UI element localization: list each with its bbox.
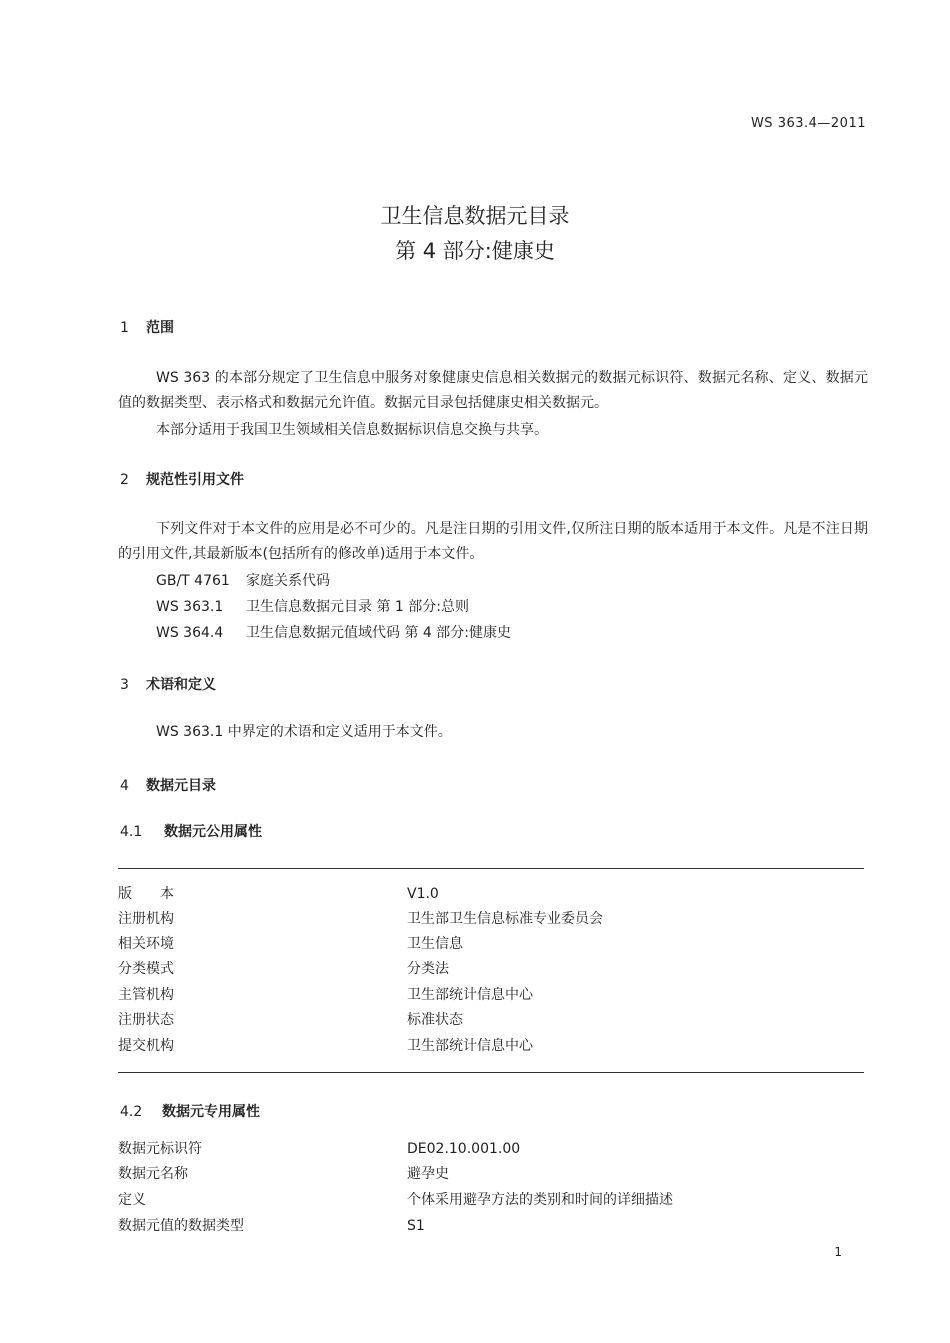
reference-item [156,570,330,590]
section-label: 数据元目录 [146,778,216,794]
attribute-value: 标准状态 [407,1012,463,1028]
attribute-value: DE02.10.001.00 [407,1141,521,1157]
table-row [118,1214,864,1239]
table-row [118,1034,864,1059]
attribute-value: 卫生部统计信息中心 [407,1038,533,1054]
section-heading-scope [120,317,174,337]
document-title: 卫生信息数据元目录 [380,204,570,228]
section-label: 规范性引用文件 [146,472,244,488]
section-label: 数据元专用属性 [162,1104,260,1120]
section-heading-catalog [120,775,216,795]
table-row [118,1137,864,1162]
attribute-value: 分类法 [407,961,449,977]
table-row [118,957,864,982]
attribute-value: 避孕史 [407,1166,449,1182]
scope-paragraph: WS 363 的本部分规定了卫生信息中服务对象健康史信息相关数据元的数据元标识符、数据元名称、定义、数据元值的数据类型、表示格式和数据元允许值。数据元目录包括健康史相关数据元。 [118,370,868,411]
section-number: 2 [120,472,129,488]
reference-code: GB/T 4761 [156,573,230,589]
attribute-value: 个体采用避孕方法的类别和时间的详细描述 [407,1192,673,1208]
attribute-name: 分类模式 [118,961,174,977]
attribute-value: 卫生部卫生信息标准专业委员会 [407,911,603,927]
section-number: 1 [120,320,129,336]
attribute-name: 定义 [118,1192,146,1208]
subsection-heading-common-attributes [120,821,262,841]
section-label: 术语和定义 [146,677,216,693]
attribute-value: S1 [407,1218,425,1234]
table-row [118,1188,864,1213]
document-subtitle: 第 4 部分:健康史 [395,239,555,263]
section-number: 4.1 [120,824,143,840]
table-row [118,882,864,907]
reference-title: 家庭关系代码 [246,573,330,589]
attribute-value: 卫生信息 [407,936,463,952]
table-row [118,1008,864,1033]
table-row [118,1162,864,1187]
table-top-rule [118,868,864,869]
section-number: 4.2 [120,1104,143,1120]
scope-applicability: 本部分适用于我国卫生领域相关信息数据标识信息交换与共享。 [156,422,548,438]
section-label: 范围 [146,320,174,336]
attribute-name: 提交机构 [118,1038,174,1054]
attribute-name: 注册机构 [118,911,174,927]
attribute-name: 注册状态 [118,1012,174,1028]
attribute-name: 版 本 [118,886,174,902]
references-paragraph: 下列文件对于本文件的应用是必不可少的。凡是注日期的引用文件,仅所注日期的版本适用于本文件。凡是不注日期的引用文件,其最新版本(包括所有的修改单)适用于本文件。 [118,521,868,562]
section-number: 4 [120,778,129,794]
table-row [118,932,864,957]
attribute-name: 数据元名称 [118,1166,188,1182]
attribute-name: 数据元标识符 [118,1141,202,1157]
attribute-value: V1.0 [407,886,439,902]
section-label: 数据元公用属性 [164,824,262,840]
terms-paragraph: WS 363.1 中界定的术语和定义适用于本文件。 [156,724,452,740]
reference-item [156,596,469,616]
table-row [118,983,864,1008]
attribute-name: 数据元值的数据类型 [118,1218,244,1234]
table-row [118,907,864,932]
section-number: 3 [120,677,129,693]
attribute-value: 卫生部统计信息中心 [407,987,533,1003]
attribute-name: 主管机构 [118,987,174,1003]
table-bottom-rule [118,1072,864,1073]
subsection-heading-specific-attributes [120,1101,260,1121]
reference-code: WS 364.4 [156,625,224,641]
standard-number: WS 363.4—2011 [750,116,866,131]
section-heading-terms [120,674,216,694]
page-number: 1 [834,1245,842,1259]
reference-title: 卫生信息数据元目录 第 1 部分:总则 [246,599,469,615]
reference-item [156,622,511,642]
reference-title: 卫生信息数据元值域代码 第 4 部分:健康史 [246,625,511,641]
section-heading-normative-references [120,469,244,489]
reference-code: WS 363.1 [156,599,224,615]
attribute-name: 相关环境 [118,936,174,952]
